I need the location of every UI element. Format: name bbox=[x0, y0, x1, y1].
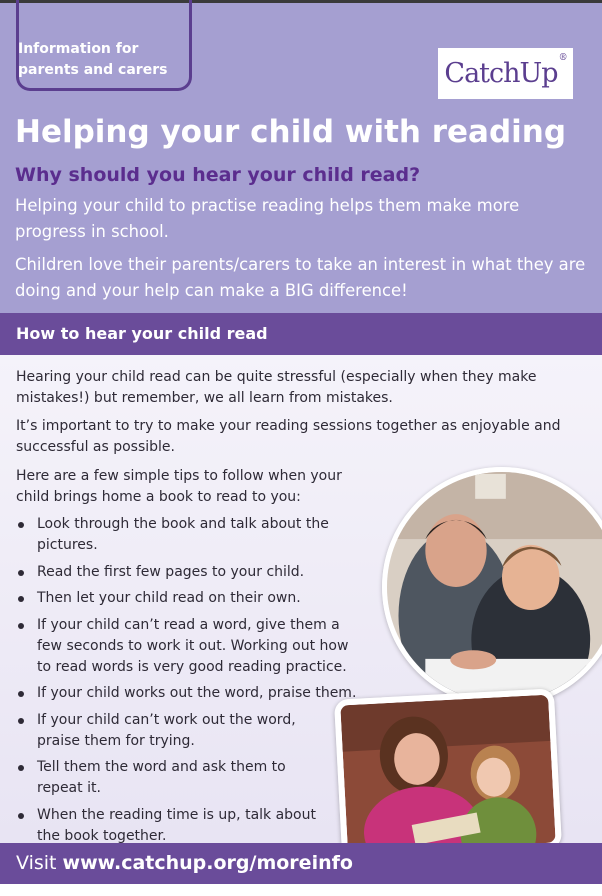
page-subtitle: Why should you hear your child read? bbox=[15, 164, 421, 186]
footer-band bbox=[0, 843, 602, 884]
body-paragraph: It’s important to try to make your reading sessions together as enjoyable and successful as possible. bbox=[16, 418, 561, 455]
audience-tag-text: Information for parents and carers bbox=[18, 41, 168, 78]
footer-visit bbox=[16, 849, 353, 877]
section-heading: How to hear your child read bbox=[16, 324, 268, 343]
body-paragraph: Hearing your child read can be quite stressful (especially when they make mistakes!) but remember, we all learn from mistakes. bbox=[16, 369, 537, 406]
header-section bbox=[0, 3, 602, 313]
logo-text: CatchUp bbox=[444, 58, 558, 89]
intro-paragraph: Helping your child to practise reading helps them make more progress in school. bbox=[15, 196, 520, 241]
footer-url-link[interactable]: www.catchup.org/moreinfo bbox=[62, 852, 353, 874]
tip-item: If your child works out the word, praise them. bbox=[16, 683, 391, 704]
body-paragraph: Here are a few simple tips to follow when your child brings home a book to read to you: bbox=[16, 468, 342, 505]
tip-item: Tell them the word and ask them to repeat it. bbox=[16, 757, 297, 799]
footer-prefix: Visit bbox=[16, 852, 63, 874]
registered-mark: ® bbox=[558, 53, 567, 63]
tips-list bbox=[16, 514, 391, 852]
mother-daughter-reading-photo bbox=[334, 688, 562, 859]
tip-item: When the reading time is up, talk about the book together. bbox=[16, 805, 317, 847]
bottom-margin bbox=[0, 884, 602, 896]
section-heading-band bbox=[0, 313, 602, 355]
tip-item: Read the first few pages to your child. bbox=[16, 562, 391, 583]
tip-item: Look through the book and talk about the pictures. bbox=[16, 514, 391, 556]
tip-item: If your child can’t read a word, give them a few seconds to work it out. Working out how to read words is very good reading practice. bbox=[16, 615, 357, 678]
intro-paragraph: Children love their parents/carers to take an interest in what they are doing and your help can make a BIG difference! bbox=[15, 255, 586, 300]
tip-item: Then let your child read on their own. bbox=[16, 588, 391, 609]
page-title: Helping your child with reading bbox=[15, 114, 567, 150]
catchup-logo bbox=[438, 48, 573, 99]
tip-item: If your child can’t work out the word, praise them for trying. bbox=[16, 710, 337, 752]
